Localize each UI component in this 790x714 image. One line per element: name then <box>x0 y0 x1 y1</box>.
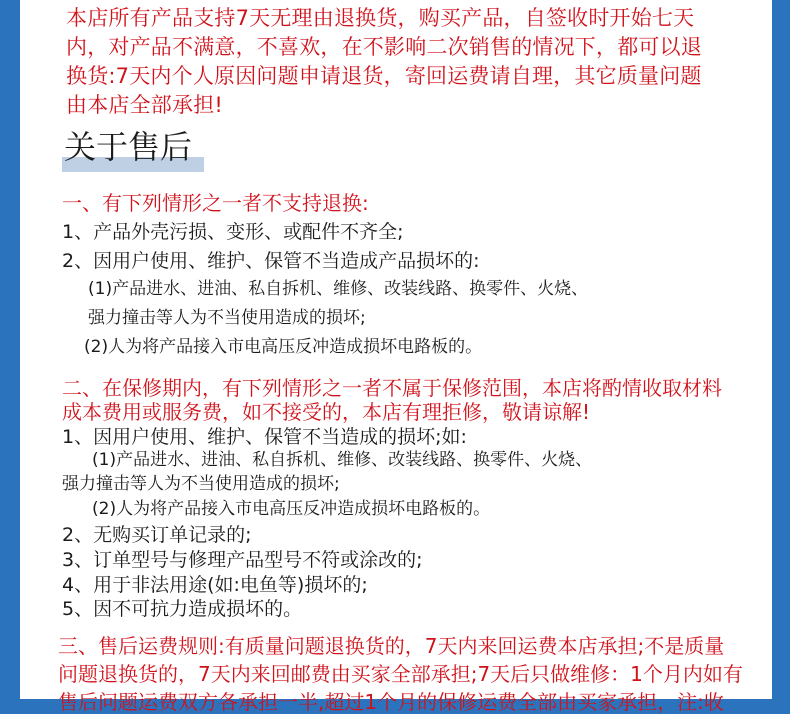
section2-item-2: 2、无购买订单记录的; <box>62 524 252 546</box>
section-title <box>62 129 204 173</box>
section1-heading: 一、有下列情形之一者不支持退换: <box>62 191 369 215</box>
section2-heading-line-1: 二、在保修期内，有下列情形之一者不属于保修范围，本店将酌情收取材料 <box>62 376 722 400</box>
section1-item-1: 1、产品外壳污损、变形、或配件不齐全; <box>62 221 404 243</box>
content-panel <box>20 0 772 714</box>
section-title-text: 关于售后 <box>64 128 193 166</box>
section1-subitem-1-cont: 强力撞击等人为不当使用造成的损坏; <box>88 308 366 328</box>
section2-item-1: 1、因用户使用、维护、保管不当造成的损坏;如: <box>62 426 467 448</box>
section2-item-4: 4、用于非法用途(如:电鱼等)损坏的; <box>62 574 368 596</box>
section1-item-2: 2、因用户使用、维护、保管不当造成产品损坏的: <box>62 250 480 272</box>
intro-line-2: 内，对产品不满意，不喜欢，在不影响二次销售的情况下，都可以退 <box>66 35 702 59</box>
intro-line-1: 本店所有产品支持7天无理由退换货，购买产品，自签收时开始七天 <box>66 6 695 30</box>
intro-line-3: 换货:7天内个人原因问题申请退货，寄回运费请自理，其它质量问题 <box>66 64 702 88</box>
section2-subitem-1: (1)产品进水、进油、私自拆机、维修、改装线路、换零件、火烧、 <box>92 450 593 470</box>
section3-line-1: 三、售后运费规则:有质量问题退换货的，7天内来回运费本店承担;不是质量 <box>58 634 725 658</box>
section2-subitem-1-cont: 强力撞击等人为不当使用造成的损坏; <box>62 474 340 494</box>
section2-heading-line-2: 成本费用或服务费，如不接受的，本店有理拒修，敬请谅解! <box>62 400 591 424</box>
section3-line-3: 售后问题运费双方各承担一半,超过1个月的保修运费全部由买家承担，注:收 <box>58 690 724 714</box>
intro-line-4: 由本店全部承担! <box>66 93 224 117</box>
section2-item-3: 3、订单型号与修理产品型号不符或涂改的; <box>62 549 423 571</box>
section1-subitem-1: (1)产品进水、进油、私自拆机、维修、改装线路、换零件、火烧、 <box>88 279 589 299</box>
section2-subitem-2: (2)人为将产品接入市电高压反冲造成损坏电路板的。 <box>92 499 491 519</box>
section1-subitem-2: (2)人为将产品接入市电高压反冲造成损坏电路板的。 <box>84 337 483 357</box>
section3-line-2: 问题退换货的，7天内来回邮费由买家全部承担;7天后只做维修：1个月内如有 <box>58 662 743 686</box>
section2-item-5: 5、因不可抗力造成损坏的。 <box>62 598 303 620</box>
